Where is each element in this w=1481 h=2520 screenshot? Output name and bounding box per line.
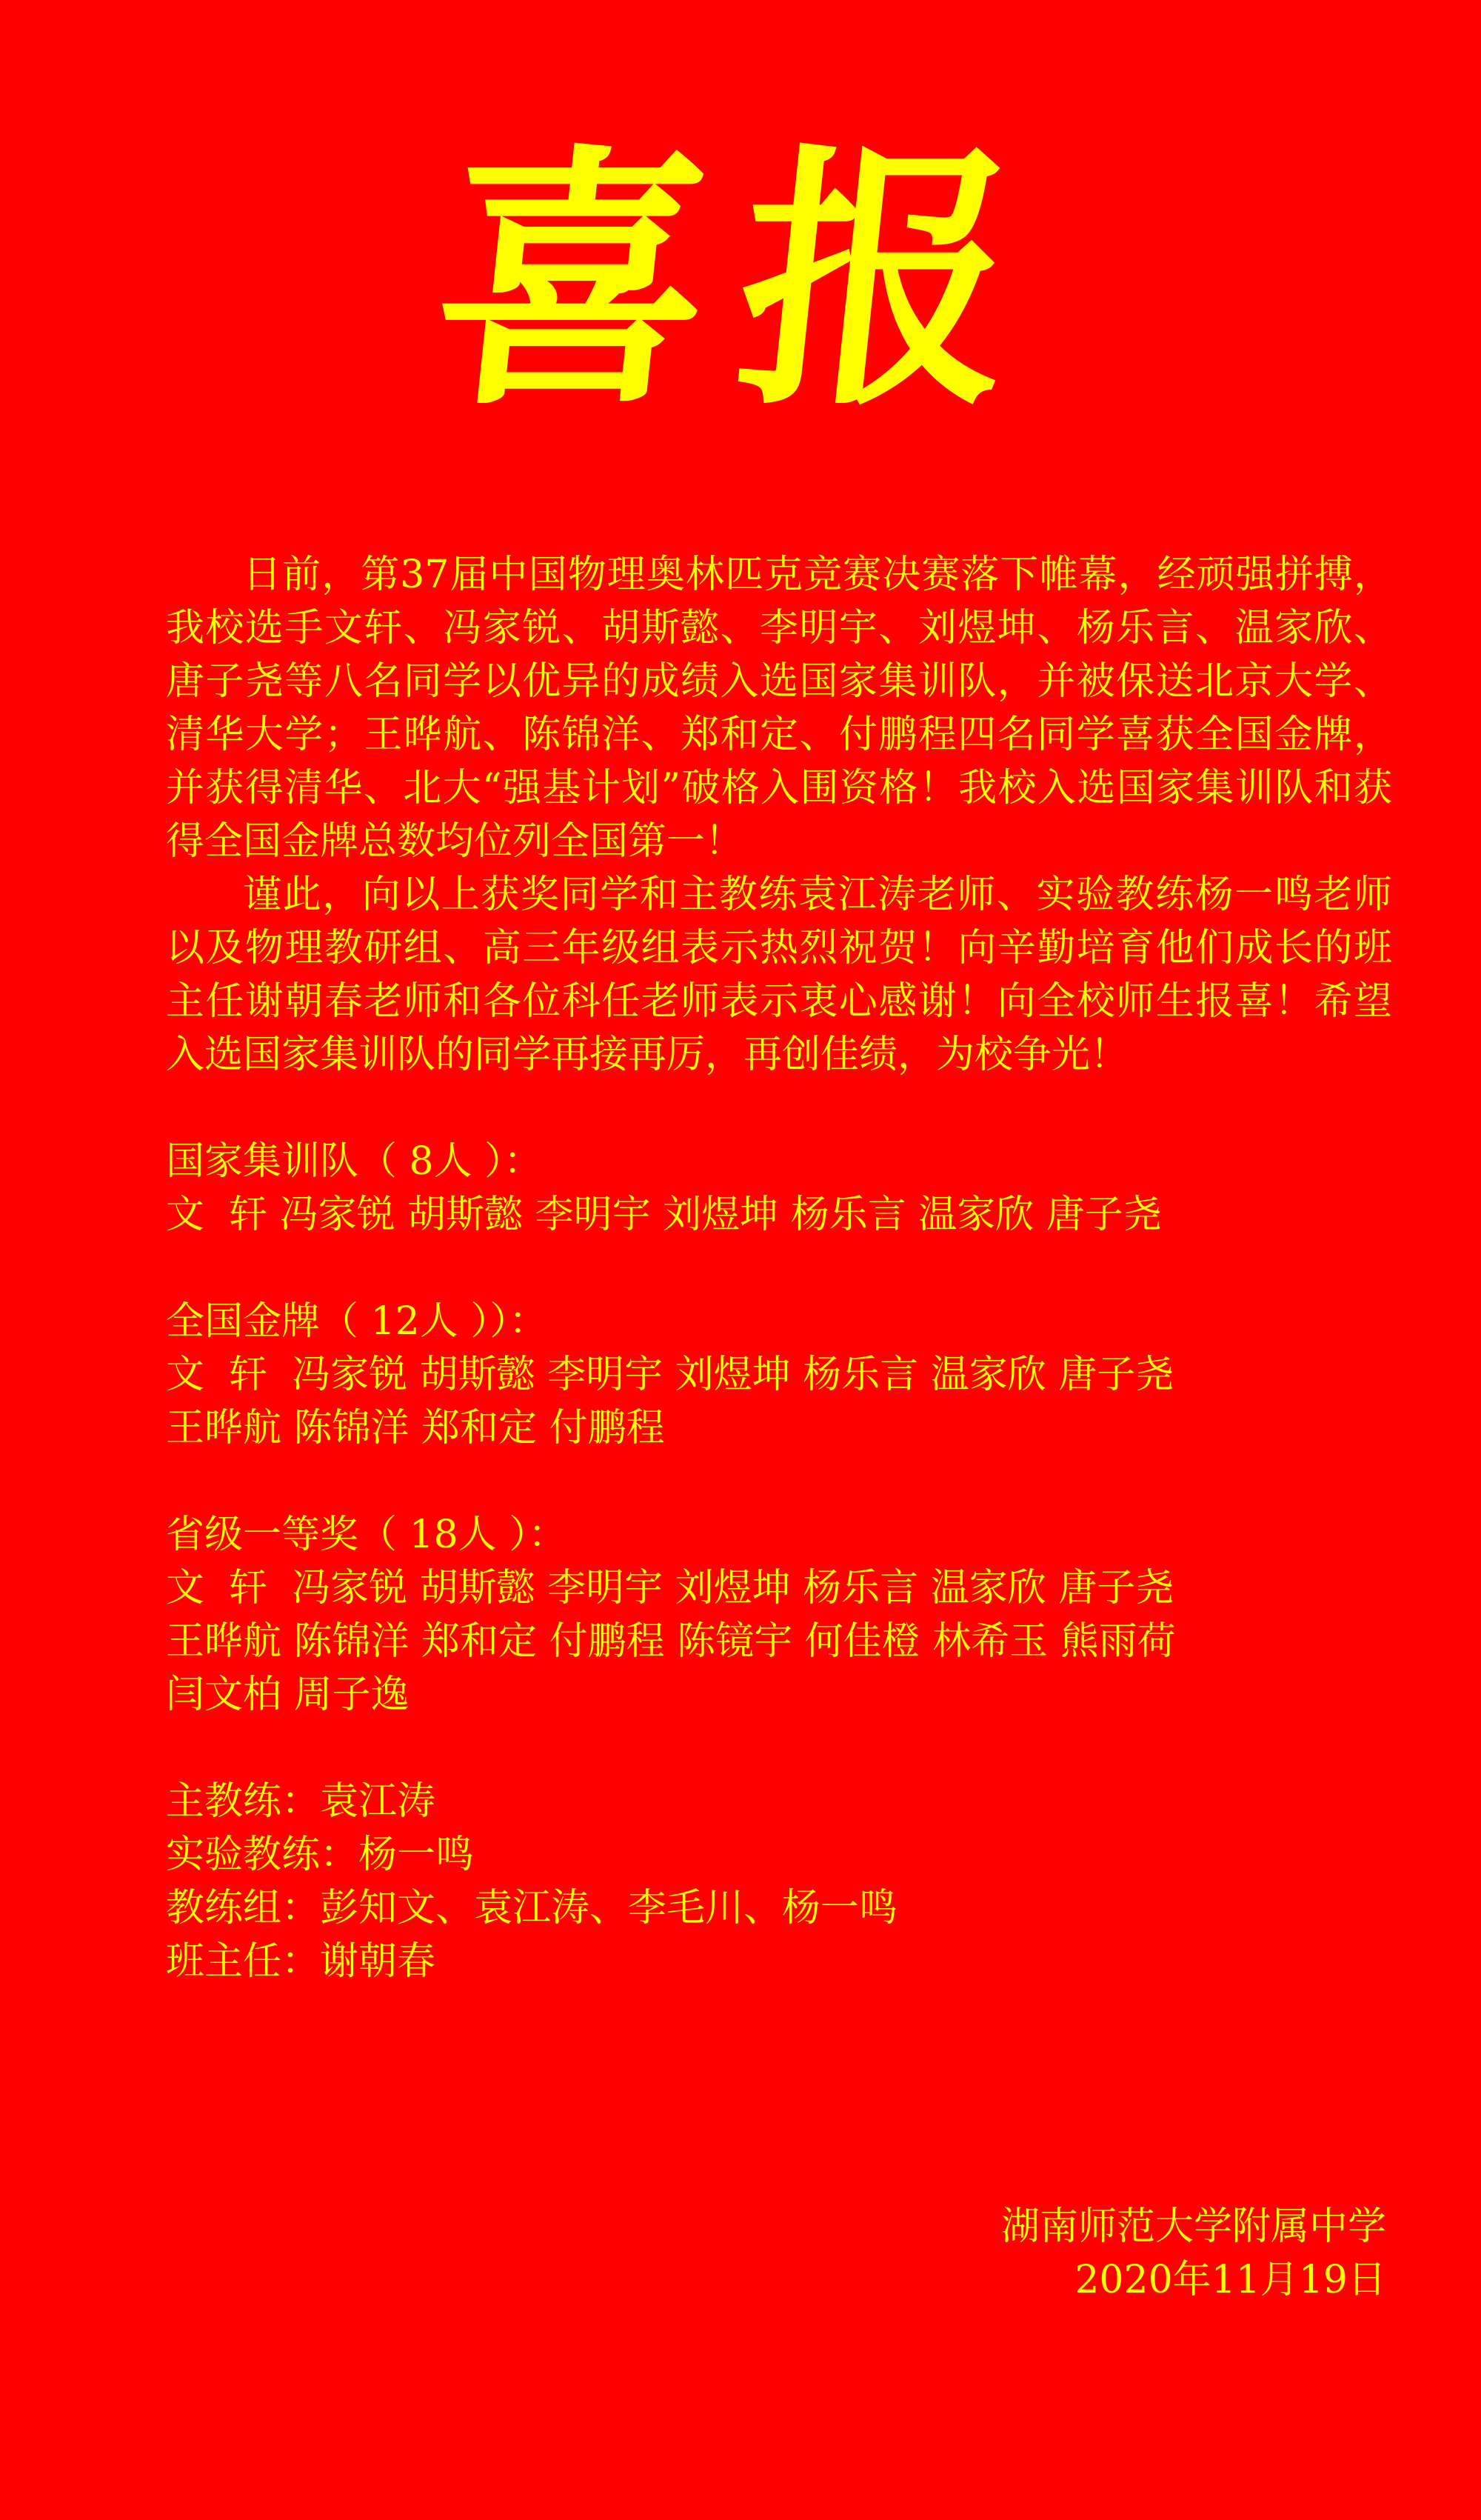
section-heading: 全国金牌（ 12人 ））：: [166, 1299, 548, 1344]
name-list-line: 文 轩 冯家锐 胡斯懿 李明宇 刘煜坤 杨乐言 温家欣 唐子尧: [166, 1566, 1174, 1610]
role-line: 主教练：袁江涛: [166, 1779, 436, 1824]
announcement-date: 2020年11月19日: [1074, 2258, 1386, 2302]
national-team-section: [166, 1135, 1392, 1241]
provincial-first-prize-section: [166, 1508, 1392, 1721]
announcement-paragraph: 谨此，向以上获奖同学和主教练袁江涛老师、实验教练杨一鸣老师以及物理教研组、高三年级组表示热烈祝贺！向辛勤培育他们成长的班主任谢朝春老师和各位科任老师表示衷心感谢！向全校师生报喜！希望入选国家集训队的同学再接再厉，再创佳绩，为校争光！: [166, 873, 1392, 1077]
role-line: 教练组：彭知文、袁江涛、李毛川、杨一鸣: [166, 1886, 898, 1930]
name-list-line: 王晔航 陈锦洋 郑和定 付鹏程 陈镜宇 何佳橙 林希玉 熊雨荷: [166, 1619, 1176, 1664]
section-heading: 省级一等奖（ 18人 ）：: [166, 1513, 567, 1557]
gold-medal-section: [166, 1295, 1392, 1455]
name-list-line: 王晔航 陈锦洋 郑和定 付鹏程: [166, 1406, 665, 1450]
name-list-line: 闫文柏 周子逸: [166, 1673, 409, 1717]
name-list-line: 文 轩 冯家锐 胡斯懿 李明宇 刘煜坤 杨乐言 温家欣 唐子尧: [166, 1193, 1162, 1237]
signature-block: [1001, 2200, 1386, 2307]
page-title: 喜报: [420, 121, 1061, 442]
school-name: 湖南师范大学附属中学: [1000, 2204, 1386, 2249]
section-heading: 国家集训队（ 8人 ）：: [166, 1139, 543, 1184]
name-list-line: 文 轩 冯家锐 胡斯懿 李明宇 刘煜坤 杨乐言 温家欣 唐子尧: [166, 1353, 1174, 1397]
coach-roles: [166, 1775, 1392, 1988]
announcement-paragraph: 日前，第37届中国物理奥林匹克竞赛决赛落下帷幕，经顽强拼搏，我校选手文轩、冯家锐、胡斯懿、李明宇、刘煜坤、杨乐言、温家欣、唐子尧等八名同学以优异的成绩入选国家集训队，并被保送北京大学、清华大学；王晔航、陈锦洋、郑和定、付鹏程四名同学喜获全国金牌，并获得清华、北大“强基计划”破格入围资格！我校入选国家集训队和获得全国金牌总数均位列全国第一！: [166, 553, 1392, 864]
role-line: 班主任：谢朝春: [166, 1939, 436, 1984]
announcement-body: [166, 548, 1392, 1988]
role-line: 实验教练：杨一鸣: [166, 1833, 475, 1877]
